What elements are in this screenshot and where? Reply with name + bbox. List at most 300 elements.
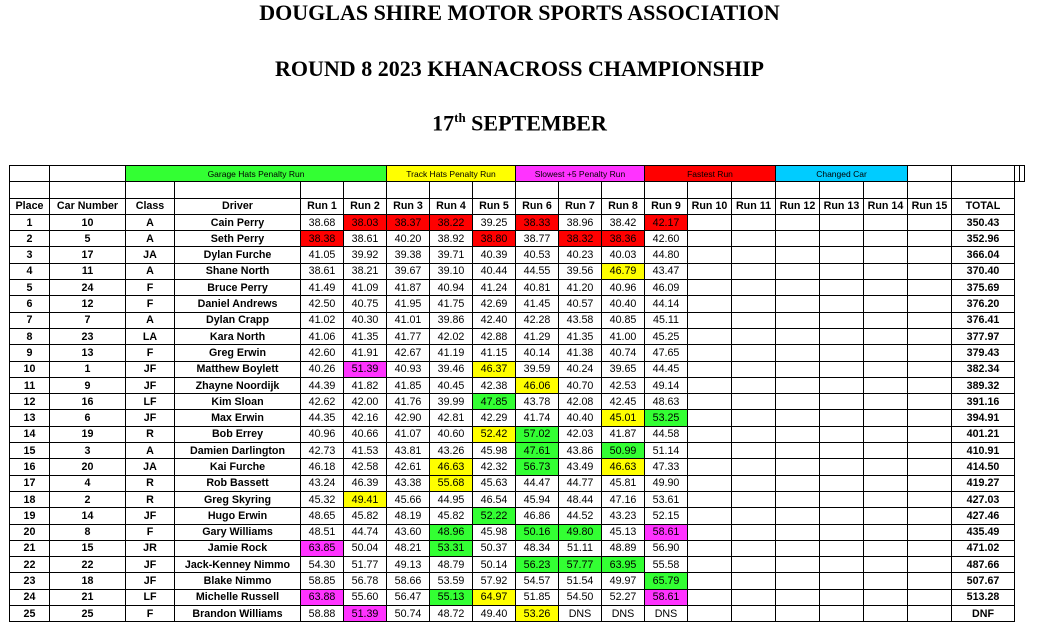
run-time-cell	[864, 247, 908, 263]
run-time-cell	[776, 263, 820, 279]
run-time-cell	[776, 377, 820, 393]
run-time-cell: 41.87	[602, 426, 645, 442]
run-time-cell: 42.28	[516, 312, 559, 328]
run-time-cell: 39.56	[559, 263, 602, 279]
run-time-cell	[864, 231, 908, 247]
run-time-cell: 57.02	[516, 426, 559, 442]
run-time-cell	[820, 589, 864, 605]
place-cell: 6	[10, 296, 50, 312]
run-time-cell	[864, 573, 908, 589]
run-time-cell: 38.32	[559, 231, 602, 247]
column-header: Run 7	[559, 198, 602, 214]
run-time-cell	[776, 214, 820, 230]
run-time-cell: 43.60	[387, 524, 430, 540]
driver-cell: Brandon Williams	[175, 606, 301, 622]
column-header: Car Number	[50, 198, 126, 214]
legend-slowest: Slowest +5 Penalty Run	[516, 166, 645, 182]
driver-cell: Blake Nimmo	[175, 573, 301, 589]
table-row	[10, 491, 1025, 507]
driver-cell: Kai Furche	[175, 459, 301, 475]
run-time-cell	[688, 491, 732, 507]
run-time-cell: 40.85	[602, 312, 645, 328]
results-table	[9, 165, 1025, 622]
run-time-cell	[864, 296, 908, 312]
run-time-cell: 41.01	[387, 312, 430, 328]
run-time-cell	[688, 377, 732, 393]
run-time-cell: 48.44	[559, 491, 602, 507]
run-time-cell: 42.90	[387, 410, 430, 426]
run-time-cell: 38.38	[301, 231, 344, 247]
place-cell: 9	[10, 345, 50, 361]
run-time-cell: 50.04	[344, 540, 387, 556]
total-cell: 471.02	[952, 540, 1015, 556]
run-time-cell: 43.58	[559, 312, 602, 328]
run-time-cell: 40.39	[473, 247, 516, 263]
run-time-cell: 49.97	[602, 573, 645, 589]
run-time-cell: 46.86	[516, 508, 559, 524]
class-cell: A	[126, 231, 175, 247]
car-number-cell: 24	[50, 280, 126, 296]
run-time-cell	[732, 247, 776, 263]
car-number-cell: 25	[50, 606, 126, 622]
class-cell: F	[126, 296, 175, 312]
empty-cell	[175, 182, 301, 198]
run-time-cell: 45.82	[344, 508, 387, 524]
column-header: Run 14	[864, 198, 908, 214]
run-time-cell: 43.23	[602, 508, 645, 524]
run-time-cell: 42.40	[473, 312, 516, 328]
run-time-cell	[776, 247, 820, 263]
run-time-cell: 41.09	[344, 280, 387, 296]
run-time-cell: 49.90	[645, 475, 688, 491]
run-time-cell: 41.00	[602, 328, 645, 344]
event-date	[0, 110, 1039, 136]
run-time-cell: 41.19	[430, 345, 473, 361]
run-time-cell	[776, 524, 820, 540]
table-row	[10, 394, 1025, 410]
legend-changed-car: Changed Car	[776, 166, 908, 182]
total-cell: 427.03	[952, 491, 1015, 507]
run-time-cell	[688, 280, 732, 296]
run-time-cell	[776, 361, 820, 377]
run-time-cell: 45.82	[430, 508, 473, 524]
place-cell: 23	[10, 573, 50, 589]
driver-cell: Matthew Boylett	[175, 361, 301, 377]
run-time-cell	[864, 589, 908, 605]
run-time-cell: 42.60	[301, 345, 344, 361]
legend-blank	[50, 166, 126, 182]
car-number-cell: 23	[50, 328, 126, 344]
empty-cell	[688, 182, 732, 198]
run-time-cell: 41.77	[387, 328, 430, 344]
class-cell: A	[126, 214, 175, 230]
run-time-cell: 43.26	[430, 443, 473, 459]
empty-cell	[820, 182, 864, 198]
total-cell: 401.21	[952, 426, 1015, 442]
run-time-cell: 52.15	[645, 508, 688, 524]
run-time-cell: 50.14	[473, 557, 516, 573]
column-header: Run 15	[908, 198, 952, 214]
empty-cell	[126, 182, 175, 198]
table-row	[10, 508, 1025, 524]
run-time-cell	[820, 296, 864, 312]
run-time-cell: 38.96	[559, 214, 602, 230]
run-time-cell: 40.94	[430, 280, 473, 296]
run-time-cell	[732, 312, 776, 328]
table-row	[10, 328, 1025, 344]
run-time-cell: 41.85	[387, 377, 430, 393]
run-time-cell: 41.35	[344, 328, 387, 344]
legend-blank	[952, 166, 1015, 182]
run-time-cell	[820, 508, 864, 524]
run-time-cell	[732, 394, 776, 410]
run-time-cell: 41.49	[301, 280, 344, 296]
legend-garage-hats: Garage Hats Penalty Run	[126, 166, 387, 182]
place-cell: 4	[10, 263, 50, 279]
empty-cell	[344, 182, 387, 198]
legend-blank	[1020, 166, 1025, 182]
run-time-cell	[732, 508, 776, 524]
total-cell: 435.49	[952, 524, 1015, 540]
column-header: Run 1	[301, 198, 344, 214]
run-time-cell	[820, 345, 864, 361]
run-time-cell	[688, 508, 732, 524]
run-time-cell	[864, 214, 908, 230]
run-time-cell: 53.31	[430, 540, 473, 556]
run-time-cell: 42.29	[473, 410, 516, 426]
run-time-cell: 38.61	[344, 231, 387, 247]
total-cell: 394.91	[952, 410, 1015, 426]
run-time-cell	[908, 524, 952, 540]
run-time-cell	[908, 377, 952, 393]
column-header: Class	[126, 198, 175, 214]
car-number-cell: 17	[50, 247, 126, 263]
total-cell: 376.41	[952, 312, 1015, 328]
driver-cell: Hugo Erwin	[175, 508, 301, 524]
run-time-cell	[732, 377, 776, 393]
run-time-cell	[688, 410, 732, 426]
place-cell: 19	[10, 508, 50, 524]
table-row	[10, 475, 1025, 491]
run-time-cell	[776, 345, 820, 361]
championship-title: ROUND 8 2023 KHANACROSS CHAMPIONSHIP	[275, 56, 764, 81]
driver-cell: Dylan Crapp	[175, 312, 301, 328]
driver-cell: Daniel Andrews	[175, 296, 301, 312]
run-time-cell	[688, 606, 732, 622]
driver-cell: Bruce Perry	[175, 280, 301, 296]
class-cell: LF	[126, 394, 175, 410]
driver-cell: Dylan Furche	[175, 247, 301, 263]
run-time-cell	[908, 214, 952, 230]
run-time-cell: 39.38	[387, 247, 430, 263]
place-cell: 12	[10, 394, 50, 410]
run-time-cell: 41.20	[559, 280, 602, 296]
run-time-cell	[864, 312, 908, 328]
column-header: Run 9	[645, 198, 688, 214]
run-time-cell	[864, 475, 908, 491]
run-time-cell: 58.88	[301, 606, 344, 622]
run-time-cell	[732, 443, 776, 459]
column-header: Run 5	[473, 198, 516, 214]
run-time-cell: 42.16	[344, 410, 387, 426]
car-number-cell: 9	[50, 377, 126, 393]
run-time-cell: 41.82	[344, 377, 387, 393]
run-time-cell: 54.50	[559, 589, 602, 605]
run-time-cell	[908, 491, 952, 507]
run-time-cell: 51.39	[344, 606, 387, 622]
run-time-cell: 42.67	[387, 345, 430, 361]
driver-cell: Greg Erwin	[175, 345, 301, 361]
total-cell: 382.34	[952, 361, 1015, 377]
class-cell: JA	[126, 247, 175, 263]
empty-cell	[645, 182, 688, 198]
class-cell: JF	[126, 361, 175, 377]
run-time-cell	[820, 443, 864, 459]
class-cell: JF	[126, 410, 175, 426]
column-header: Run 11	[732, 198, 776, 214]
place-cell: 10	[10, 361, 50, 377]
run-time-cell: 40.26	[301, 361, 344, 377]
total-cell: 370.40	[952, 263, 1015, 279]
table-row	[10, 263, 1025, 279]
run-time-cell	[908, 296, 952, 312]
run-time-cell	[908, 475, 952, 491]
run-time-cell	[864, 394, 908, 410]
run-time-cell: 38.92	[430, 231, 473, 247]
run-time-cell: 42.69	[473, 296, 516, 312]
empty-cell	[776, 182, 820, 198]
run-time-cell	[732, 214, 776, 230]
run-time-cell	[908, 345, 952, 361]
run-time-cell: 41.95	[387, 296, 430, 312]
run-time-cell	[688, 361, 732, 377]
run-time-cell	[864, 263, 908, 279]
run-time-cell: 41.06	[301, 328, 344, 344]
run-time-cell: 42.62	[301, 394, 344, 410]
run-time-cell	[688, 557, 732, 573]
run-time-cell: 48.79	[430, 557, 473, 573]
run-time-cell: 43.47	[645, 263, 688, 279]
run-time-cell: 42.45	[602, 394, 645, 410]
run-time-cell	[820, 524, 864, 540]
run-time-cell: 39.25	[473, 214, 516, 230]
run-time-cell	[776, 312, 820, 328]
run-time-cell: 40.14	[516, 345, 559, 361]
run-time-cell: 40.44	[473, 263, 516, 279]
run-time-cell: 42.08	[559, 394, 602, 410]
column-header: TOTAL	[952, 198, 1015, 214]
column-header: Driver	[175, 198, 301, 214]
run-time-cell	[688, 263, 732, 279]
run-time-cell: 42.50	[301, 296, 344, 312]
driver-cell: Bob Errey	[175, 426, 301, 442]
column-header: Run 2	[344, 198, 387, 214]
driver-cell: Greg Skyring	[175, 491, 301, 507]
run-time-cell: 51.14	[645, 443, 688, 459]
run-time-cell	[908, 573, 952, 589]
run-time-cell: 41.05	[301, 247, 344, 263]
run-time-cell: 44.47	[516, 475, 559, 491]
run-time-cell	[864, 345, 908, 361]
run-time-cell	[820, 361, 864, 377]
table-row	[10, 557, 1025, 573]
run-time-cell: 43.86	[559, 443, 602, 459]
run-time-cell: 52.42	[473, 426, 516, 442]
run-time-cell: 41.45	[516, 296, 559, 312]
run-time-cell: 38.61	[301, 263, 344, 279]
date-suffix: th	[454, 110, 466, 125]
run-time-cell: 50.99	[602, 443, 645, 459]
total-cell: 389.32	[952, 377, 1015, 393]
run-time-cell: 47.16	[602, 491, 645, 507]
run-time-cell: 40.45	[430, 377, 473, 393]
run-time-cell: 40.96	[602, 280, 645, 296]
run-time-cell: 41.75	[430, 296, 473, 312]
run-time-cell: 38.36	[602, 231, 645, 247]
total-cell: 377.97	[952, 328, 1015, 344]
run-time-cell	[820, 328, 864, 344]
run-time-cell: DNS	[559, 606, 602, 622]
run-time-cell	[908, 459, 952, 475]
run-time-cell: 46.09	[645, 280, 688, 296]
run-time-cell	[688, 312, 732, 328]
run-time-cell: 57.92	[473, 573, 516, 589]
run-time-cell: 44.39	[301, 377, 344, 393]
run-time-cell: 46.18	[301, 459, 344, 475]
run-time-cell	[820, 377, 864, 393]
run-time-cell: 58.61	[645, 524, 688, 540]
run-time-cell: 45.94	[516, 491, 559, 507]
run-time-cell	[732, 540, 776, 556]
run-time-cell	[908, 263, 952, 279]
run-time-cell: 39.46	[430, 361, 473, 377]
run-time-cell: 40.60	[430, 426, 473, 442]
run-time-cell: 43.24	[301, 475, 344, 491]
driver-cell: Zhayne Noordijk	[175, 377, 301, 393]
run-time-cell: 39.92	[344, 247, 387, 263]
run-time-cell: 43.38	[387, 475, 430, 491]
run-time-cell: 48.34	[516, 540, 559, 556]
total-cell: 391.16	[952, 394, 1015, 410]
run-time-cell	[732, 524, 776, 540]
run-time-cell: 42.58	[344, 459, 387, 475]
run-time-cell: 44.55	[516, 263, 559, 279]
run-time-cell: DNS	[645, 606, 688, 622]
car-number-cell: 1	[50, 361, 126, 377]
run-time-cell: 51.39	[344, 361, 387, 377]
run-time-cell: 51.54	[559, 573, 602, 589]
empty-cell	[732, 182, 776, 198]
run-time-cell: 38.03	[344, 214, 387, 230]
run-time-cell: 47.61	[516, 443, 559, 459]
run-time-cell	[820, 573, 864, 589]
run-time-cell: 40.74	[602, 345, 645, 361]
column-header: Run 10	[688, 198, 732, 214]
total-cell: 366.04	[952, 247, 1015, 263]
run-time-cell	[688, 247, 732, 263]
run-time-cell	[776, 606, 820, 622]
run-time-cell: 48.63	[645, 394, 688, 410]
run-time-cell: 42.53	[602, 377, 645, 393]
empty-cell	[516, 182, 559, 198]
run-time-cell: 56.90	[645, 540, 688, 556]
place-cell: 20	[10, 524, 50, 540]
table-row	[10, 573, 1025, 589]
run-time-cell: 47.33	[645, 459, 688, 475]
run-time-cell: 52.22	[473, 508, 516, 524]
run-time-cell	[688, 443, 732, 459]
run-time-cell: 40.53	[516, 247, 559, 263]
total-cell: 375.69	[952, 280, 1015, 296]
run-time-cell: 41.29	[516, 328, 559, 344]
run-time-cell: 45.81	[602, 475, 645, 491]
empty-cell	[50, 182, 126, 198]
run-time-cell	[732, 557, 776, 573]
class-cell: LF	[126, 589, 175, 605]
run-time-cell: 51.11	[559, 540, 602, 556]
run-time-cell: 40.03	[602, 247, 645, 263]
table-row	[10, 312, 1025, 328]
place-cell: 21	[10, 540, 50, 556]
run-time-cell	[732, 263, 776, 279]
class-cell: A	[126, 263, 175, 279]
run-time-cell: 40.24	[559, 361, 602, 377]
run-time-cell	[864, 443, 908, 459]
total-cell: 410.91	[952, 443, 1015, 459]
place-cell: 22	[10, 557, 50, 573]
run-time-cell	[820, 491, 864, 507]
place-cell: 15	[10, 443, 50, 459]
total-cell: 350.43	[952, 214, 1015, 230]
run-time-cell	[688, 345, 732, 361]
run-time-cell: 39.10	[430, 263, 473, 279]
run-time-cell	[776, 573, 820, 589]
run-time-cell: 52.27	[602, 589, 645, 605]
place-cell: 24	[10, 589, 50, 605]
run-time-cell	[908, 247, 952, 263]
run-time-cell	[864, 410, 908, 426]
table-row	[10, 606, 1025, 622]
empty-cell	[387, 182, 430, 198]
total-cell: 419.27	[952, 475, 1015, 491]
table-row	[10, 540, 1025, 556]
driver-cell: Michelle Russell	[175, 589, 301, 605]
class-cell: R	[126, 491, 175, 507]
run-time-cell	[776, 557, 820, 573]
car-number-cell: 16	[50, 394, 126, 410]
run-time-cell: 53.26	[516, 606, 559, 622]
car-number-cell: 18	[50, 573, 126, 589]
place-cell: 14	[10, 426, 50, 442]
run-time-cell	[688, 328, 732, 344]
run-time-cell: 39.59	[516, 361, 559, 377]
run-time-cell: 39.65	[602, 361, 645, 377]
column-header: Run 12	[776, 198, 820, 214]
run-time-cell	[688, 459, 732, 475]
run-time-cell: 49.13	[387, 557, 430, 573]
run-time-cell: 51.77	[344, 557, 387, 573]
place-cell: 3	[10, 247, 50, 263]
place-cell: 18	[10, 491, 50, 507]
class-cell: JF	[126, 377, 175, 393]
run-time-cell	[688, 426, 732, 442]
run-time-cell: 43.49	[559, 459, 602, 475]
run-time-cell	[776, 328, 820, 344]
header-row	[10, 198, 1025, 214]
car-number-cell: 7	[50, 312, 126, 328]
run-time-cell: 48.19	[387, 508, 430, 524]
place-cell: 8	[10, 328, 50, 344]
